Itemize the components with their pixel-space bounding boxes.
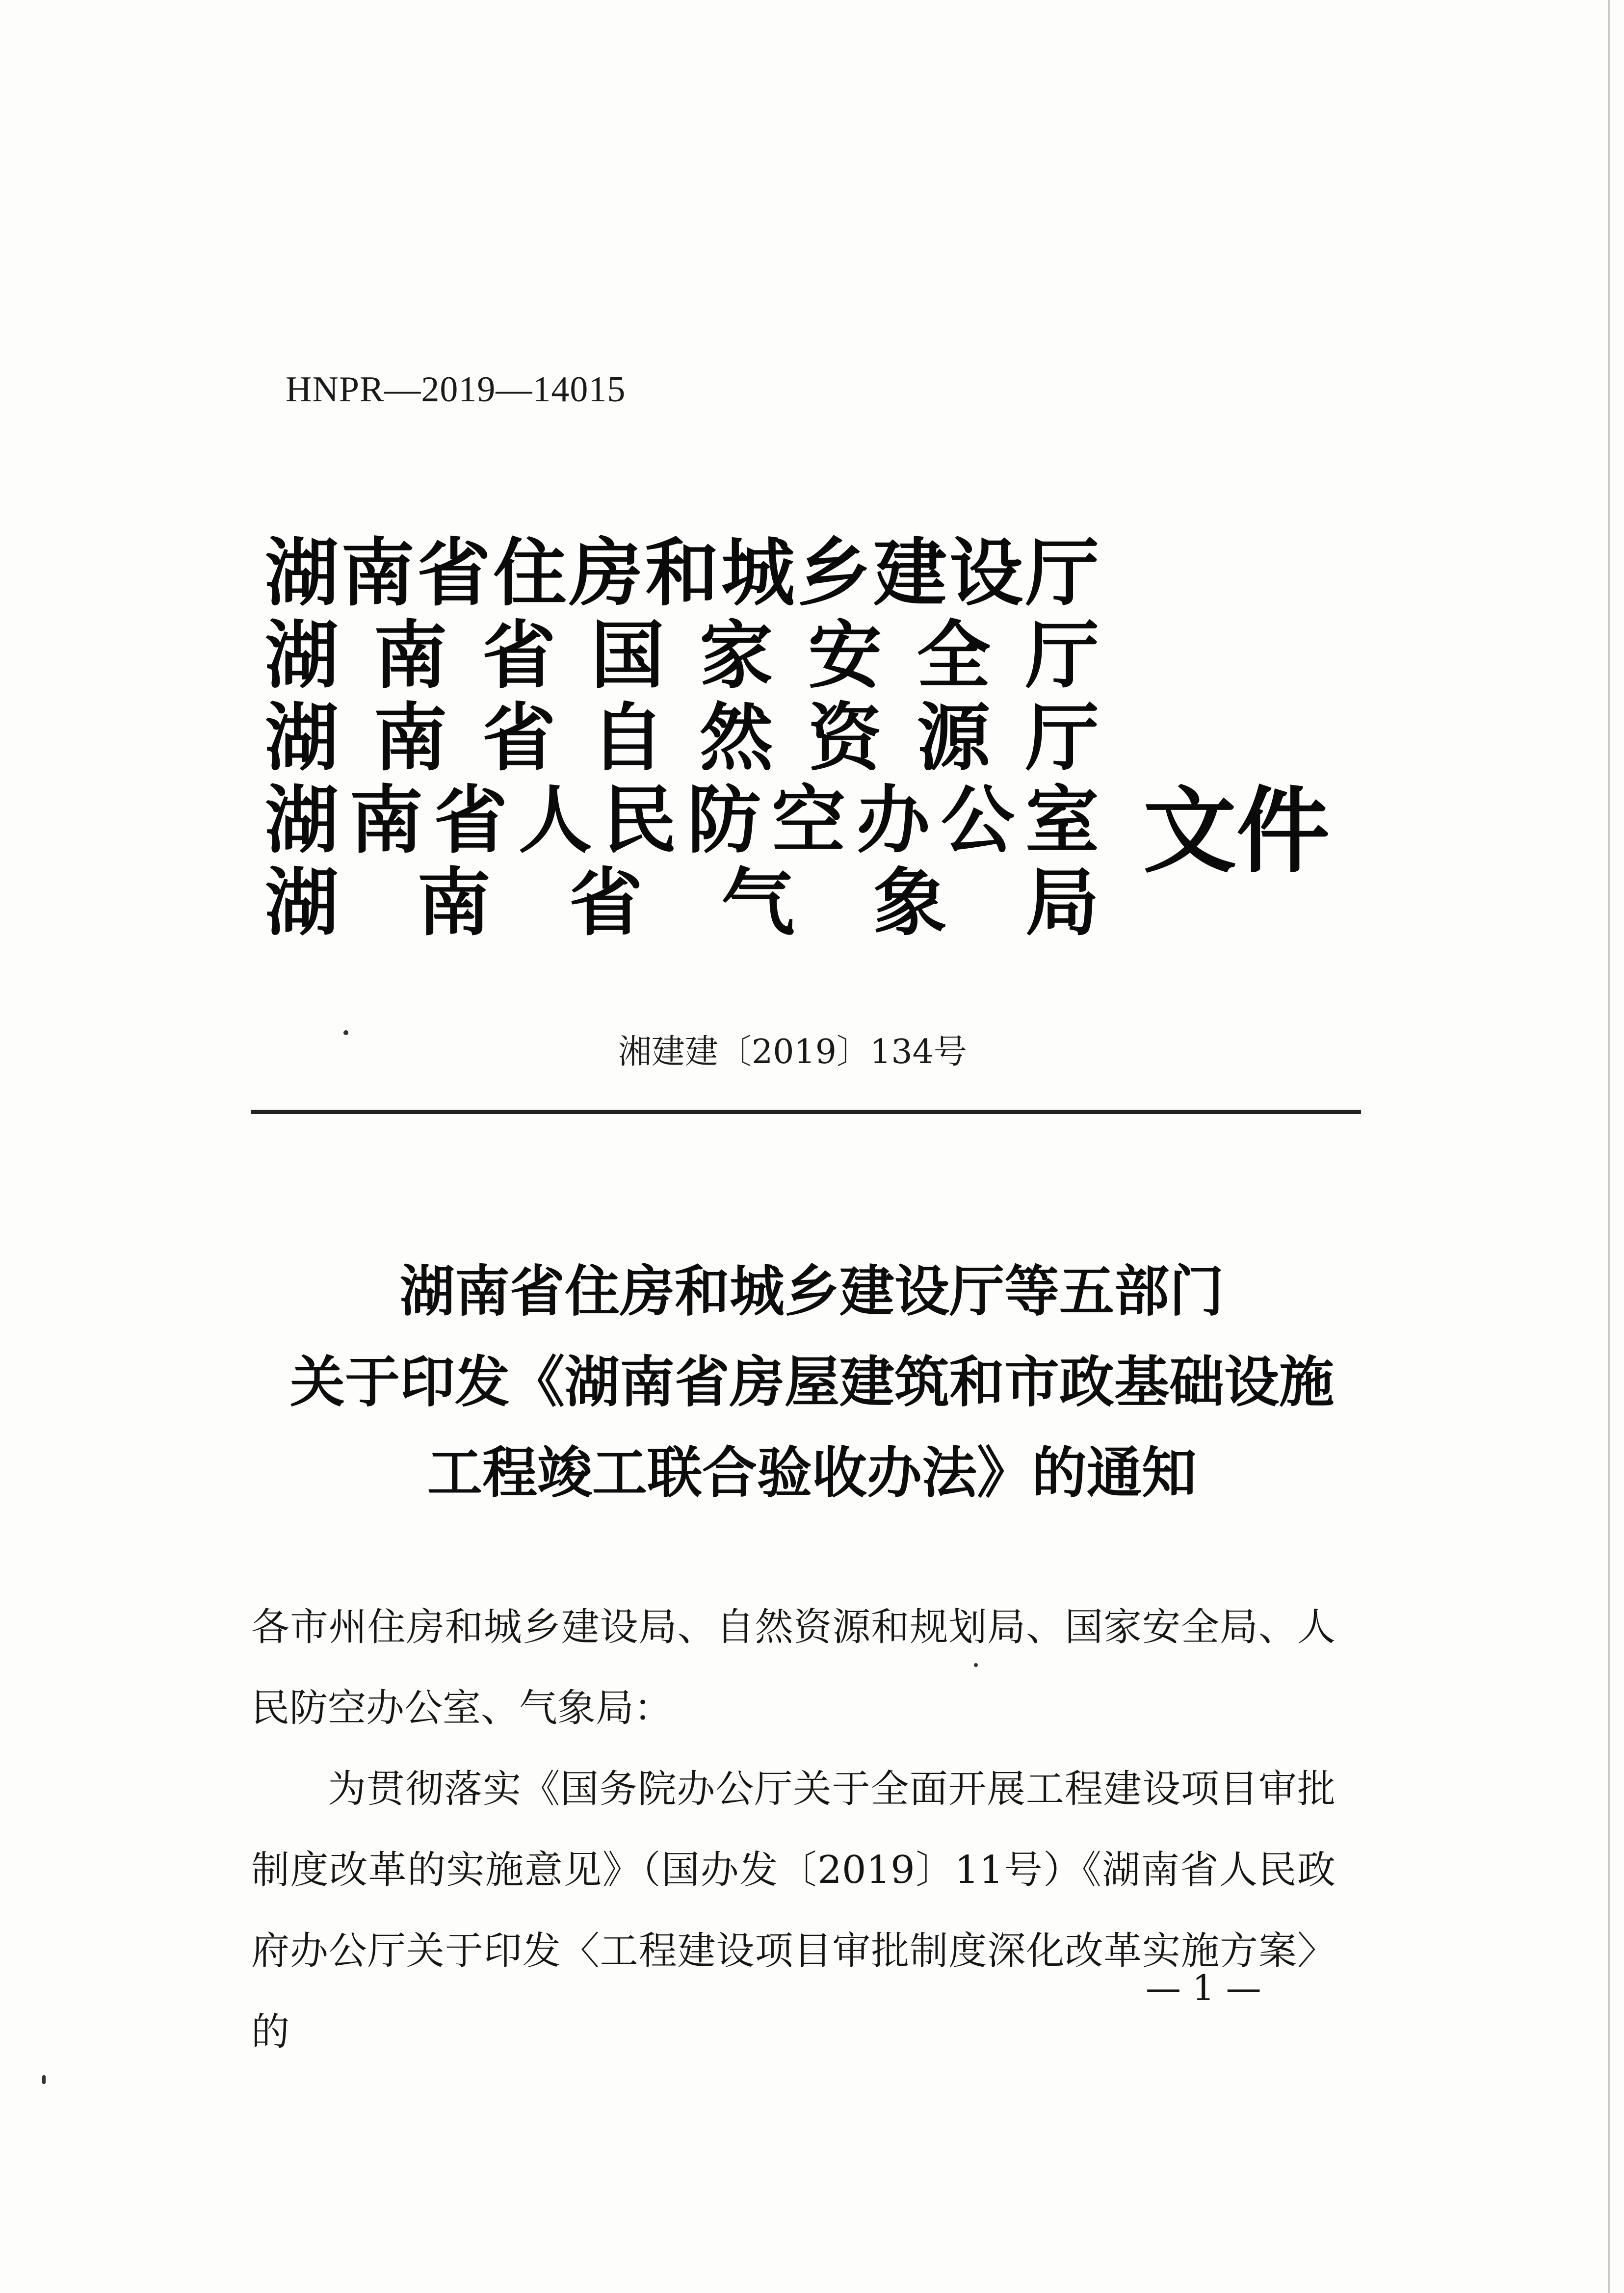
- title-line-1: 湖南省住房和城乡建设厅等五部门: [400, 1259, 1224, 1324]
- issuer-natural-resources-dept: 湖南省自然资源厅: [265, 697, 1099, 780]
- issuer-list: [265, 532, 1099, 944]
- page-number: — 1 —: [1146, 1967, 1261, 2008]
- document-title: [275, 1246, 1349, 1518]
- scan-speck: [974, 1663, 978, 1667]
- header-divider: [251, 1110, 1361, 1114]
- document-code: HNPR—2019—14015: [286, 369, 626, 410]
- title-line-3: 工程竣工联合验收办法》的通知: [427, 1441, 1197, 1505]
- body-paragraph: 为贯彻落实《国务院办公厅关于全面开展工程建设项目审批制度改革的实施意见》（国办发〔2019〕11号）《湖南省人民政府办公厅关于印发〈工程建设项目审批制度深化改革实施方案〉的: [251, 1767, 1336, 2054]
- title-line-2: 关于印发《湖南省房屋建筑和市政基础设施: [290, 1350, 1334, 1414]
- scan-edge-shadow: [1608, 0, 1610, 2293]
- issuer-state-security-dept: 湖南省国家安全厅: [265, 615, 1099, 697]
- issuer-housing-dept: 湖南省住房和城乡建设厅: [265, 532, 1099, 615]
- document-number: 湘建建〔2019〕134号: [618, 1033, 967, 1071]
- addressee: 各市州住房和城乡建设局、自然资源和规划局、国家安全局、人民防空办公室、气象局：: [251, 1605, 1336, 1730]
- issuer-meteorological-bureau: 湖南省气象局: [265, 862, 1099, 944]
- document-suffix: 文件: [1143, 777, 1330, 886]
- issuer-civil-air-defense-office: 湖南省人民防空办公室: [265, 780, 1099, 862]
- scan-speck: [42, 2075, 46, 2084]
- scan-speck: [343, 1030, 348, 1035]
- red-header: [265, 532, 1330, 974]
